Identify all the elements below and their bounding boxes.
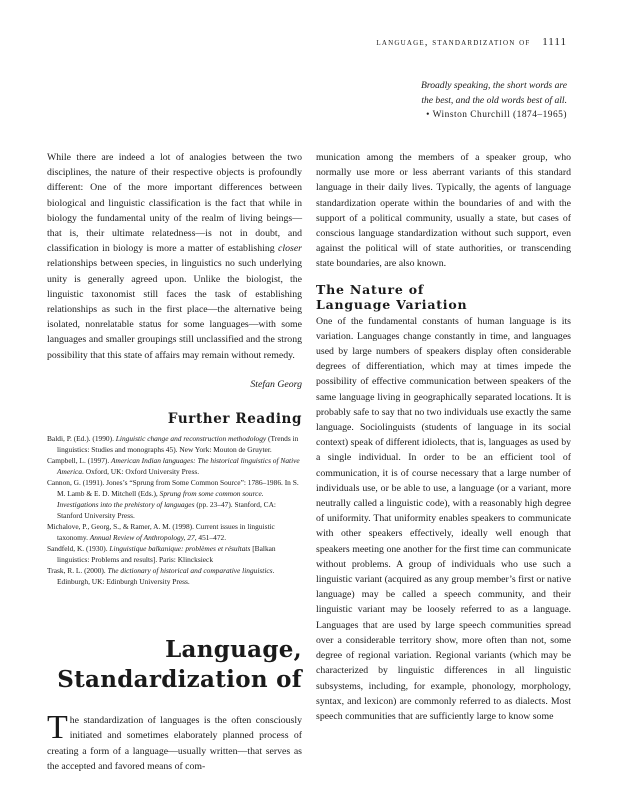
section-heading-line: The Nature of [316, 281, 425, 297]
reference-item: Cannon, G. (1991). Jones’s “Sprung from Some Common Source”: 1786–1986. In S. M. Lamb & E. D. Mitchell (Eds.), Sprung from some common source. Investigations into the prehistory of languages (pp. 23–47). Stanford, CA: Stanford University Press. [47, 478, 299, 521]
reference-item: Baldi, P. (Ed.). (1990). Linguistic change and reconstruction methodology (Trends in linguistics: Studies and monographs 45). New York: Mouton de Gruyter. [47, 434, 299, 455]
epigraph [267, 78, 567, 123]
epigraph-attribution: • Winston Churchill (1874–1965) [426, 110, 567, 120]
reference-item: Campbell, L. (1997). American Indian languages: The historical linguistics of Native America. Oxford, UK: Oxford University Press. [47, 456, 300, 477]
page-number: 1111 [542, 36, 567, 48]
left-column [47, 150, 302, 774]
drop-cap: T [47, 709, 68, 747]
body-paragraph: One of the fundamental constants of human language is its variation. Languages change constantly in time, and languages used by large numbers of speakers display often considerable degrees of differentiation, which may at times impede the possibility of effective communication between speakers of the same language living in geographically separated locations. It is probably safe to say that no two individuals use exactly the same language. Sociolinguists (students of language in its social context) speak of different idiolects, that is, languages as used by a single individual. In order to be an efficient tool of communication, it is of course necessary that a large number of individuals use, or be able to use, a language (or a variant, more neutrally called a linguistic code), with a reasonably high degree of uniformity. That uniformity enables speakers to communicate with other speakers effectively, ideally well enough that speakers meeting one another for the first time can communicate without problems. A group of individuals who use such a linguistic variant (acquired as any group member’s first or native language) may be called a speech community, and their linguistic variant may be loosely referred to as a language. Languages that are used by large speech communities spread over a considerable territory show, more often than not, some degree of regional variation. Regional variants (which may be characterized by linguistic differences in all linguistic subsystems, including, for example, phonology, morphology, syntax, and lexicon) are commonly referred to as dialects. Most speech communities that are sufficiently large to know some [316, 315, 572, 722]
text-run: relationships between species, in linguistics no such underlying unity is generally agreed upon. Unlike the biologist, the linguistic taxonomist still faces the task of establishing relationships as such in the first place—the alternative being isolated, nonrelatable status for some languages—with some languages and smaller groupings still unclassified and the strong possibility that this state of affairs may remain without remedy. [47, 258, 302, 361]
reference-item: Michalove, P., Georg, S., & Ramer, A. M. (1998). Current issues in linguistic taxonomy. Annual Review of Anthropology, 27, 451–472. [47, 522, 275, 543]
reference-list [47, 433, 302, 587]
reference-item: Trask, R. L. (2000). The dictionary of historical and comparative linguistics. Edinburgh, UK: Edinburgh University Press. [47, 566, 275, 587]
entry-title-line: Standardization of [57, 666, 302, 694]
text-run: While there are indeed a lot of analogies between the two disciplines, the nature of their respective objects is profoundly different: One of the more important differences between biological and linguistic classification is the fact that while in biology the fundamental unity of the realm of living beings—that is, their ultimate relatedness—is not in doubt, and classification in biology is more a matter of establishing [47, 152, 302, 255]
entry-intro-paragraph [47, 709, 302, 774]
epigraph-line: the best, and the old words best of all. [421, 95, 567, 106]
body-paragraph [47, 150, 302, 363]
body-paragraph: munication among the members of a speaker group, who normally use more or less aberrant variants of this standard language in their daily lives. Typically, the agents of language standardization operate within the boundaries of and with the support of a political community, usually a state, but cases of conscious language standardization without such support, even against the political will of state authorities, or transcending state boundaries, are also known. [316, 152, 571, 270]
article-author: Stefan Georg [250, 378, 302, 390]
entry-title [47, 635, 302, 695]
section-heading [316, 282, 571, 312]
entry-title-line: Language, [165, 636, 302, 664]
epigraph-line: Broadly speaking, the short words are [420, 80, 567, 91]
running-head-title: language, standardization of [376, 37, 531, 48]
right-column [316, 150, 571, 724]
text-run: he standardization of languages is the often consciously initiated and sometimes elaborately planned process of creating a form of a language—usually written—that serves as the accepted and favored means of com- [47, 715, 302, 772]
reference-item: Sandfeld, K. (1930). Linguistique balkanique: problèmes et résultats [Balkan linguistics: Problems and results]. Paris: Klincksieck [47, 544, 276, 565]
running-head [376, 36, 567, 48]
section-heading-line: Language Variation [316, 296, 468, 312]
further-reading-heading: Further Reading [167, 411, 302, 428]
emphasis: closer [278, 243, 302, 255]
